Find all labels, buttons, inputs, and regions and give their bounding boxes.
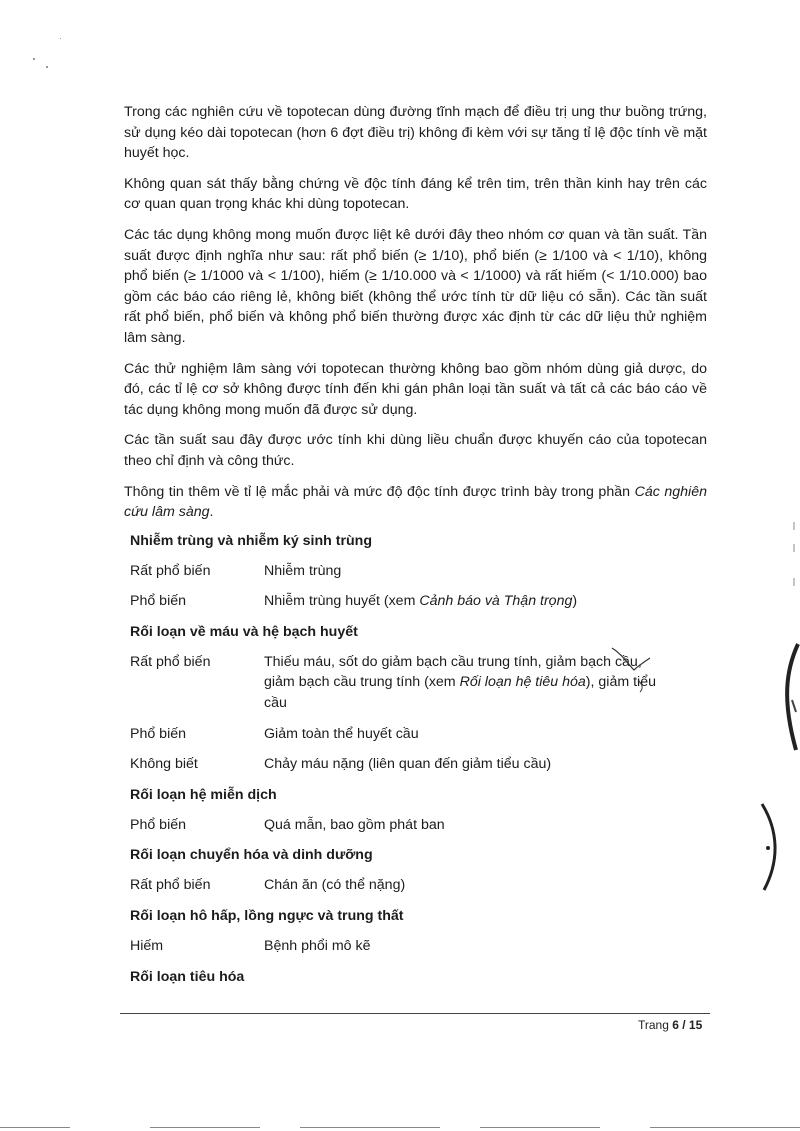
table-row [130,936,707,957]
paragraph [124,225,707,349]
effect-cell: Chán ăn (có thể nặng) [264,877,406,894]
frequency-cell: Hiếm [130,938,164,955]
frequency-cell: Không biết [130,756,198,773]
table-row [130,724,707,745]
adverse-effects-list [124,531,707,987]
scan-speck [46,66,48,68]
scan-edge-line [0,1127,70,1128]
scan-speck [60,38,61,39]
paragraph-text: Các tác dụng không mong muốn được liệt kê dưới đây theo nhóm cơ quan và tần suất. Tần suất được định nghĩa như sau: rất phổ biến (≥ 1/10), phổ biến (≥ 1/100 và < 1/10), không phổ biến (≥ 1/1000 và < 1/100), hiếm (≥ 1/10.000 và < 1/1000) và rất hiếm (< 1/10.000) bao gồm các báo cáo riêng lẻ, không biết (không thể ước tính từ dữ liệu có sẵn). Các tần suất rất phổ biến, phổ biến và không phổ biến thường được xác định từ các dữ liệu thử nghiệm lâm sàng. [124,226,707,346]
paragraph [124,174,707,215]
scan-speck [33,58,35,60]
paragraph [124,482,707,523]
paragraph [124,359,707,421]
effect-cell: Giảm toàn thể huyết cầu [264,725,419,742]
stamp-fragment [756,800,786,895]
effect-cell: Thiếu máu, sốt do giảm bạch cầu trung tính, giảm bạch cầu, giảm bạch cầu trung tính (xem Rối loạn hệ tiêu hóa), giảm tiểu cầu [264,653,656,712]
document-body [124,102,707,997]
table-row [130,754,707,775]
paragraph-text: Không quan sát thấy bằng chứng về độc tính đáng kể trên tim, trên thần kinh hay trên các cơ quan quan trọng khác khi dùng topotecan. [124,175,707,213]
paragraph [124,430,707,471]
section-reference: Cảnh báo và Thận trọng [419,593,573,610]
frequency-cell: Phổ biến [130,725,187,742]
section-heading: Rối loạn chuyển hóa và dinh dưỡng [130,847,373,864]
paragraph [124,102,707,164]
frequency-cell: Phổ biến [130,816,187,833]
section-reference: Rối loạn hệ tiêu hóa [459,674,586,691]
frequency-cell: Phổ biến [130,593,187,610]
section-heading: Rối loạn tiêu hóa [130,968,245,985]
paragraph-text: Các thử nghiệm lâm sàng với topotecan thường không bao gồm nhóm dùng giả dược, do đó, các tỉ lệ cơ sở không được tính đến khi gán phân loại tần suất và tất cả các báo cáo về tác dụng không mong muốn đã được sử dụng. [124,360,707,418]
effect-cell: Chảy máu nặng (liên quan đến giảm tiểu cầu) [264,756,552,773]
frequency-cell: Rất phổ biến [130,877,211,894]
scan-edge-line [480,1127,600,1128]
footer-divider [120,1013,710,1014]
section-heading: Rối loạn về máu và hệ bạch huyết [130,623,358,640]
effect-cell: Nhiễm trùng huyết (xem Cảnh báo và Thận trọng) [264,593,578,610]
section-heading: Nhiễm trùng và nhiễm ký sinh trùng [130,532,373,549]
scan-edge-line [650,1127,800,1128]
paragraph-text: Trong các nghiên cứu về topotecan dùng đường tĩnh mạch để điều trị ung thư buồng trứng, sử dụng kéo dài topotecan (hơn 6 đợt điều trị) không đi kèm với sự tăng tỉ lệ độc tính về mặt huyết học. [124,104,707,162]
section-heading: Rối loạn hô hấp, lồng ngực và trung thất [130,908,404,925]
table-row [130,815,707,836]
stamp-fragment [776,640,800,760]
scan-edge-line [300,1127,440,1128]
paragraph-text: Các tần suất sau đây được ước tính khi dùng liều chuẩn được khuyến cáo của topotecan theo chỉ định và công thức. [124,432,707,469]
table-row [130,561,707,582]
scribble-mark [600,640,660,700]
effect-cell: Bệnh phổi mô kẽ [264,938,371,955]
section-heading: Rối loạn hệ miễn dịch [130,786,277,803]
scan-edge-line [150,1127,260,1128]
scan-edge-mark [789,520,799,600]
table-row [130,875,707,896]
page-number: Trang 6 / 15 [638,1018,703,1032]
frequency-cell: Rất phổ biến [130,653,211,670]
effect-cell: Nhiễm trùng [264,562,342,579]
effect-cell: Quá mẫn, bao gồm phát ban [264,816,445,833]
paragraph-text: . [209,504,214,521]
table-row [130,591,707,612]
section-reference: Các nghiên cứu lâm sàng [124,483,707,521]
frequency-cell: Rất phổ biến [130,562,211,579]
paragraph-text: Thông tin thêm về tỉ lệ mắc phải và mức độ độc tính được trình bày trong phần [124,483,635,500]
